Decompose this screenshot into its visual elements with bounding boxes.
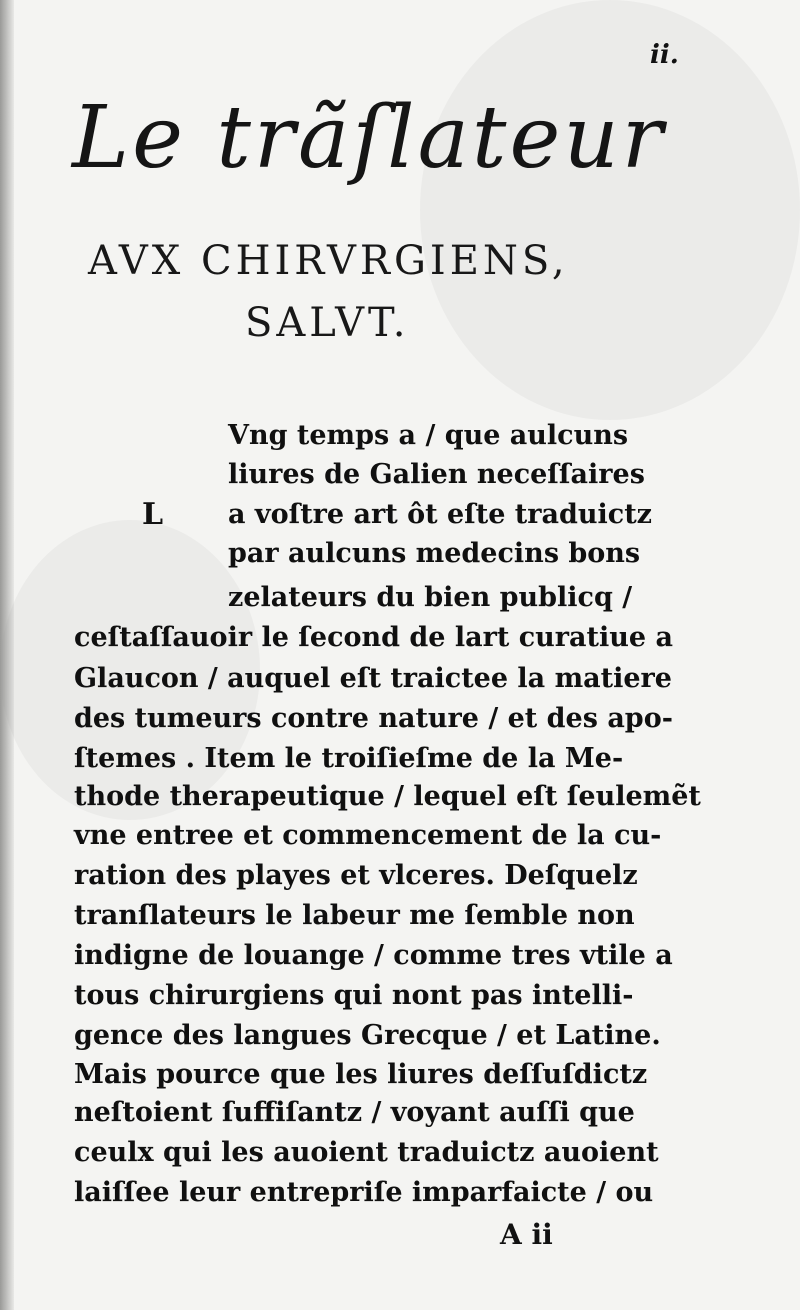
text-line: tous chirurgiens qui nont pas intelli- bbox=[74, 980, 634, 1011]
text-line: ceſtaſſauoir le ſecond de lart curatiue a bbox=[74, 622, 673, 653]
water-stain bbox=[420, 0, 800, 420]
text-line: zelateurs du bien publicq / bbox=[228, 582, 633, 613]
text-line: a voſtre art ôt eſte traduictz bbox=[228, 499, 652, 530]
text-line: tranſlateurs le labeur me ſemble non bbox=[74, 900, 635, 931]
text-line: Mais pource que les liures deſſuſdictz bbox=[74, 1059, 648, 1090]
page-subtitle-line-1: AVX CHIRVRGIENS, bbox=[88, 238, 569, 284]
text-line: laiſſee leur entrepriſe imparfaicte / ou bbox=[74, 1177, 654, 1208]
text-line: neſtoient ſuffiſantz / voyant auſſi que bbox=[74, 1097, 635, 1128]
page-subtitle-line-2: SALVT. bbox=[245, 300, 410, 346]
signature-mark: A ii bbox=[500, 1218, 553, 1251]
folio-number: ii. bbox=[650, 40, 679, 70]
page-title: Le trãſlateur bbox=[72, 88, 666, 188]
text-line: Glaucon / auquel eſt traictee la matiere bbox=[74, 663, 672, 694]
drop-initial: L bbox=[142, 497, 164, 532]
text-line: par aulcuns medecins bons bbox=[228, 538, 641, 569]
text-line: indigne de louange / comme tres vtile a bbox=[74, 940, 673, 971]
text-line: ration des playes et vlceres. Deſquelz bbox=[74, 860, 638, 891]
text-line: des tumeurs contre nature / et des apo- bbox=[74, 703, 673, 734]
text-line: liures de Galien neceſſaires bbox=[228, 459, 645, 490]
text-line: Vng temps a / que aulcuns bbox=[228, 420, 629, 451]
text-line: thode therapeutique / lequel eſt ſeulemẽt bbox=[74, 781, 701, 812]
text-line: gence des langues Grecque / et Latine. bbox=[74, 1020, 661, 1051]
text-line: ceulx qui les auoient traduictz auoient bbox=[74, 1137, 659, 1168]
text-line: vne entree et commencement de la cu- bbox=[74, 820, 662, 851]
text-line: ſtemes . Item le troiſieſme de la Me- bbox=[74, 743, 624, 774]
